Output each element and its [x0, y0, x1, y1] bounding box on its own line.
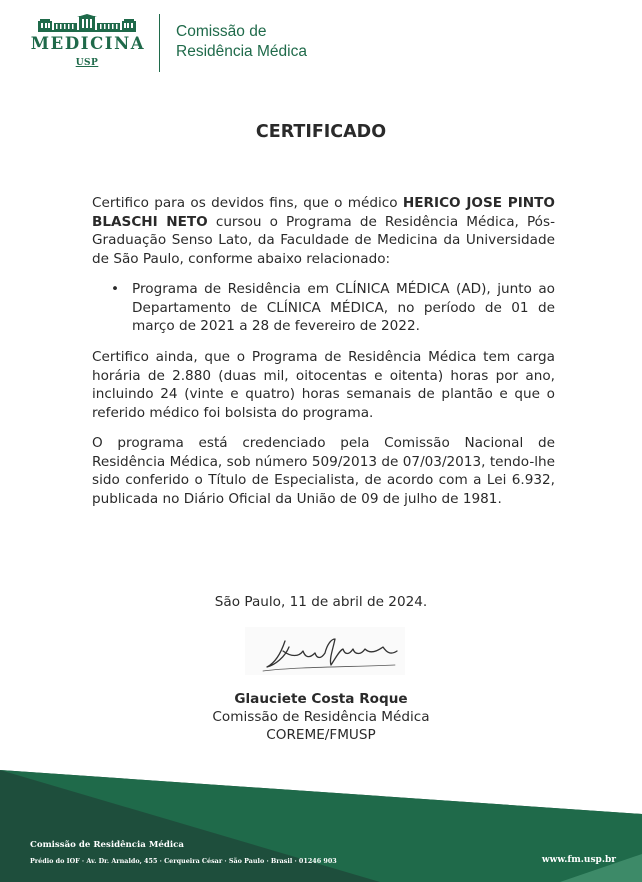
signer-name: Glauciete Costa Roque: [234, 691, 408, 707]
paragraph-intro: [92, 194, 555, 268]
handwritten-signature: [245, 627, 405, 675]
paragraph-workload: Certifico ainda, que o Programa de Residência Médica tem carga horária de 2.880 (duas mil, oitocentas e oitenta) horas por ano, incluindo 24 (vinte e quatro) horas semanais de plantão e que o referido médico foi bolsista do programa.: [92, 349, 555, 421]
header-divider: [159, 14, 160, 72]
faculty-building-icon: [38, 14, 136, 32]
intro-rest: cursou o Programa de Residência Médica, Pós-Graduação Senso Lato, da Faculdade de Medicina da Universidade de São Paulo, conforme abaixo relacionado:: [92, 213, 555, 267]
header-title-line1: Comissão de: [176, 23, 267, 40]
place-date: São Paulo, 11 de abril de 2024.: [214, 594, 428, 610]
footer-title: Comissão de Residência Médica: [30, 840, 184, 850]
resident-name: HERICO JOSE PINTO BLASCHI NETO: [92, 195, 555, 230]
letterhead: [0, 0, 642, 80]
bullet-marker: •: [111, 281, 120, 297]
document-title: CERTIFICADO: [255, 122, 387, 142]
signer-org: COREME/FMUSP: [266, 727, 376, 743]
signer-role: Comissão de Residência Médica: [212, 709, 430, 725]
header-title: [176, 22, 307, 62]
logo-wordmark: MEDICINA: [30, 34, 146, 53]
signer-block: [0, 690, 642, 744]
paragraph-accreditation: O programa está credenciado pela Comissão Nacional de Residência Médica, sob número 509/2013 de 07/03/2013, tendo-lhe sido conferido o Título de Especialista, de acordo com a Lei 6.932, publicada no Diário Oficial da União de 09 de julho de 1981.: [92, 435, 555, 507]
program-item-text: Programa de Residência em CLÍNICA MÉDICA (AD), junto ao Departamento de CLÍNICA MÉDICA, no período de 01 de março de 2021 a 28 de fevereiro de 2022.: [132, 281, 555, 335]
header-title-line2: Residência Médica: [176, 43, 307, 60]
footer-address: Prédio do IOF · Av. Dr. Arnaldo, 455 · Cerqueira César · São Paulo · Brasil · 01246 903: [30, 857, 337, 865]
logo-usp: USP: [75, 58, 99, 68]
list-item: [92, 280, 555, 336]
program-list: [92, 280, 555, 336]
footer-band: [0, 770, 642, 882]
intro-text: Certifico para os devidos fins, que o médico: [92, 195, 403, 211]
footer-url[interactable]: www.fm.usp.br: [541, 855, 616, 865]
